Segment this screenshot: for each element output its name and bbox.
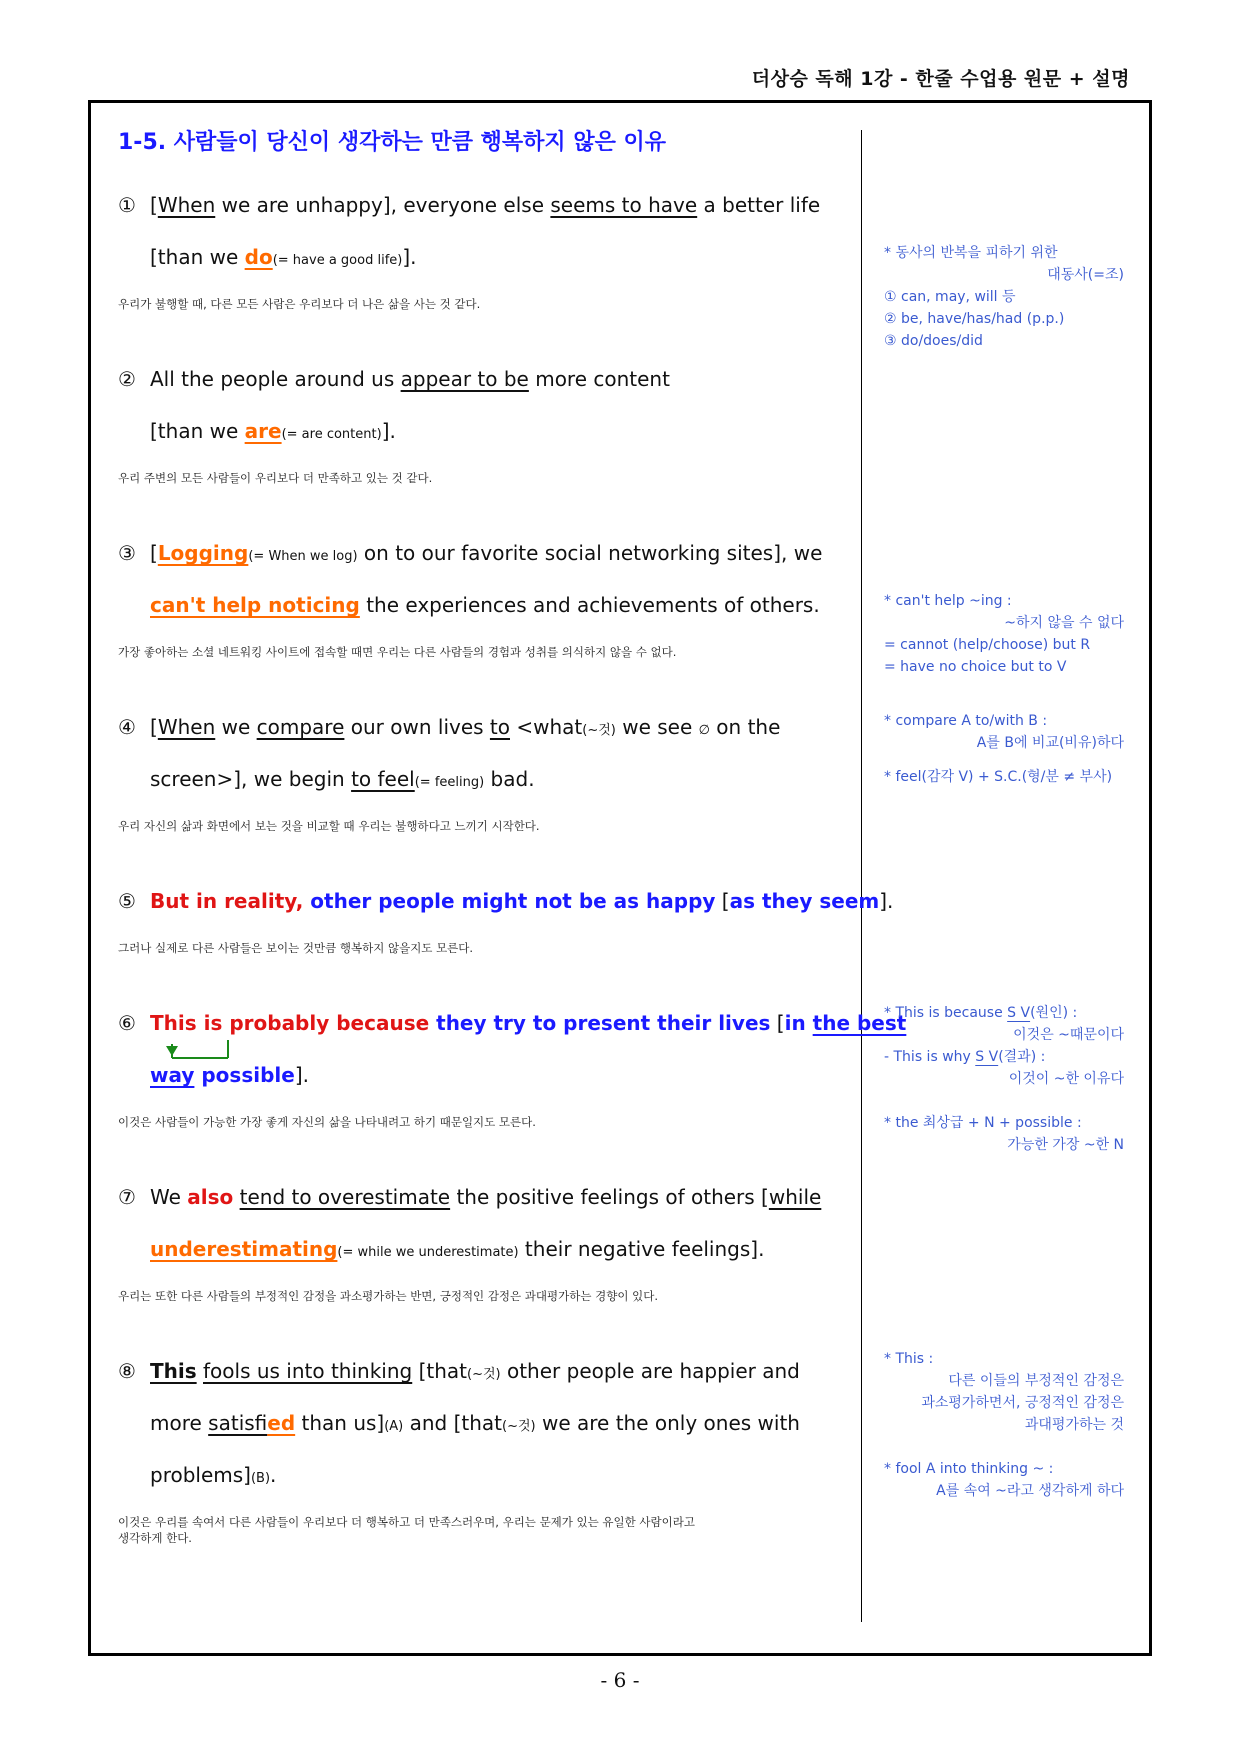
translation: 그러나 실제로 다른 사람들은 보이는 것만큼 행복하지 않을지도 모른다. (118, 941, 474, 955)
sentence-2-line-2: [than we are(= are content)]. (150, 419, 396, 443)
sentence-7-line-2: underestimating(= while we underestimate) their negative feelings]. (150, 1237, 765, 1261)
sentence-number: ① (118, 193, 136, 217)
sentence-5-line-1: But in reality, other people might not be as happy [as they seem]. (150, 889, 894, 913)
translation: 이것은 사람들이 가능한 가장 좋게 자신의 삶을 나타내려고 하기 때문일지도 모른다. (118, 1115, 536, 1129)
sentence-number: ② (118, 367, 136, 391)
sentence-6-line-2: way possible]. (150, 1063, 309, 1087)
translation: 이것은 우리를 속여서 다른 사람들이 우리보다 더 행복하고 더 만족스러우며, 우리는 문제가 있는 유일한 사람이라고 (118, 1515, 695, 1529)
translation: 가장 좋아하는 소셜 네트워킹 사이트에 접속할 때면 우리는 다른 사람들의 경험과 성취를 의식하지 않을 수 없다. (118, 645, 677, 659)
sentence-3-line-1: [Logging(= When we log) on to our favorite social networking sites], we (150, 541, 823, 565)
column-divider (861, 130, 862, 1622)
sentence-number: ④ (118, 715, 136, 739)
sentence-number: ⑦ (118, 1185, 136, 1209)
sentence-4-line-1: [When we compare our own lives to <what(~것) we see ∅ on the (150, 715, 781, 739)
sentence-1-line-2: [than we do(= have a good life)]. (150, 245, 417, 269)
sentence-number: ⑧ (118, 1359, 136, 1383)
translation: 우리 자신의 삶과 화면에서 보는 것을 비교할 때 우리는 불행하다고 느끼기 시작한다. (118, 819, 540, 833)
note-cant-help: * can't help ~ing : ~하지 않을 수 없다 = cannot (help/choose) but R = have no choice but to V (884, 593, 1124, 675)
section-title: 1-5. 사람들이 당신이 생각하는 만큼 행복하지 않은 이유 (118, 130, 667, 155)
sentence-number: ③ (118, 541, 136, 565)
sentence-7-line-1: We also tend to overestimate the positive feelings of others [while (150, 1185, 822, 1209)
translation: 우리가 불행할 때, 다른 모든 사람은 우리보다 더 나은 삶을 사는 것 같다. (118, 297, 481, 311)
sentence-1-line-1: [When we are unhappy], everyone else seems to have a better life (150, 193, 821, 217)
highlighted-word: underestimating (150, 1237, 338, 1261)
sentence-6-line-1: This is probably because they try to present their lives [in the best (150, 1011, 907, 1035)
translation: 우리는 또한 다른 사람들의 부정적인 감정을 과소평가하는 반면, 긍정적인 감정은 과대평가하는 경향이 있다. (118, 1289, 658, 1303)
highlighted-word: Logging (157, 541, 249, 565)
note-this-is-because: * This is because S V(원인) : 이것은 ~때문이다 - This is why S V(결과) : 이것이 ~한 이유다 * the 최상급 + N + possible : 가능한 가장 ~한 N (884, 1005, 1124, 1153)
translation: 생각하게 한다. (118, 1531, 192, 1545)
sentence-4-line-2: screen>], we begin to feel(= feeling) bad. (150, 767, 535, 791)
highlighted-phrase: can't help noticing (150, 593, 360, 617)
note-auxiliary-verb: * 동사의 반복을 피하기 위한 대동사(=조) ① can, may, will 등 ② be, have/has/had (p.p.) ③ do/does/did (884, 245, 1124, 349)
highlighted-word: do (244, 245, 273, 269)
sentence-8-line-2: more satisfied than us](A) and [that(~것) we are the only ones with (150, 1411, 800, 1435)
sentence-2-line-1: All the people around us appear to be more content (150, 367, 670, 391)
note-compare: * compare A to/with B : A를 B에 비교(비유)하다 * feel(감각 V) + S.C.(형/분 ≠ 부사) (884, 713, 1124, 785)
empty-set-symbol: ∅ (698, 723, 710, 738)
sentence-number: ⑥ (118, 1011, 136, 1035)
sentence-8-line-1: This fools us into thinking [that(~것) other people are happier and (150, 1359, 800, 1383)
translation: 우리 주변의 모든 사람들이 우리보다 더 만족하고 있는 것 같다. (118, 471, 433, 485)
sentence-8-line-3: problems](B). (150, 1463, 277, 1487)
highlighted-word: are (244, 419, 282, 443)
page-number: - 6 - (600, 1668, 640, 1692)
document-header: 더상승 독해 1강 - 한줄 수업용 원문 + 설명 (751, 68, 1130, 90)
sentence-3-line-2: can't help noticing the experiences and achievements of others. (150, 593, 820, 617)
note-this-fool: * This : 다른 이들의 부정적인 감정은 과소평가하면서, 긍정적인 감정은 과대평가하는 것 * fool A into thinking ~ : A를 속여 ~라고 생각하게 하다 (884, 1351, 1124, 1499)
sentence-number: ⑤ (118, 889, 136, 913)
